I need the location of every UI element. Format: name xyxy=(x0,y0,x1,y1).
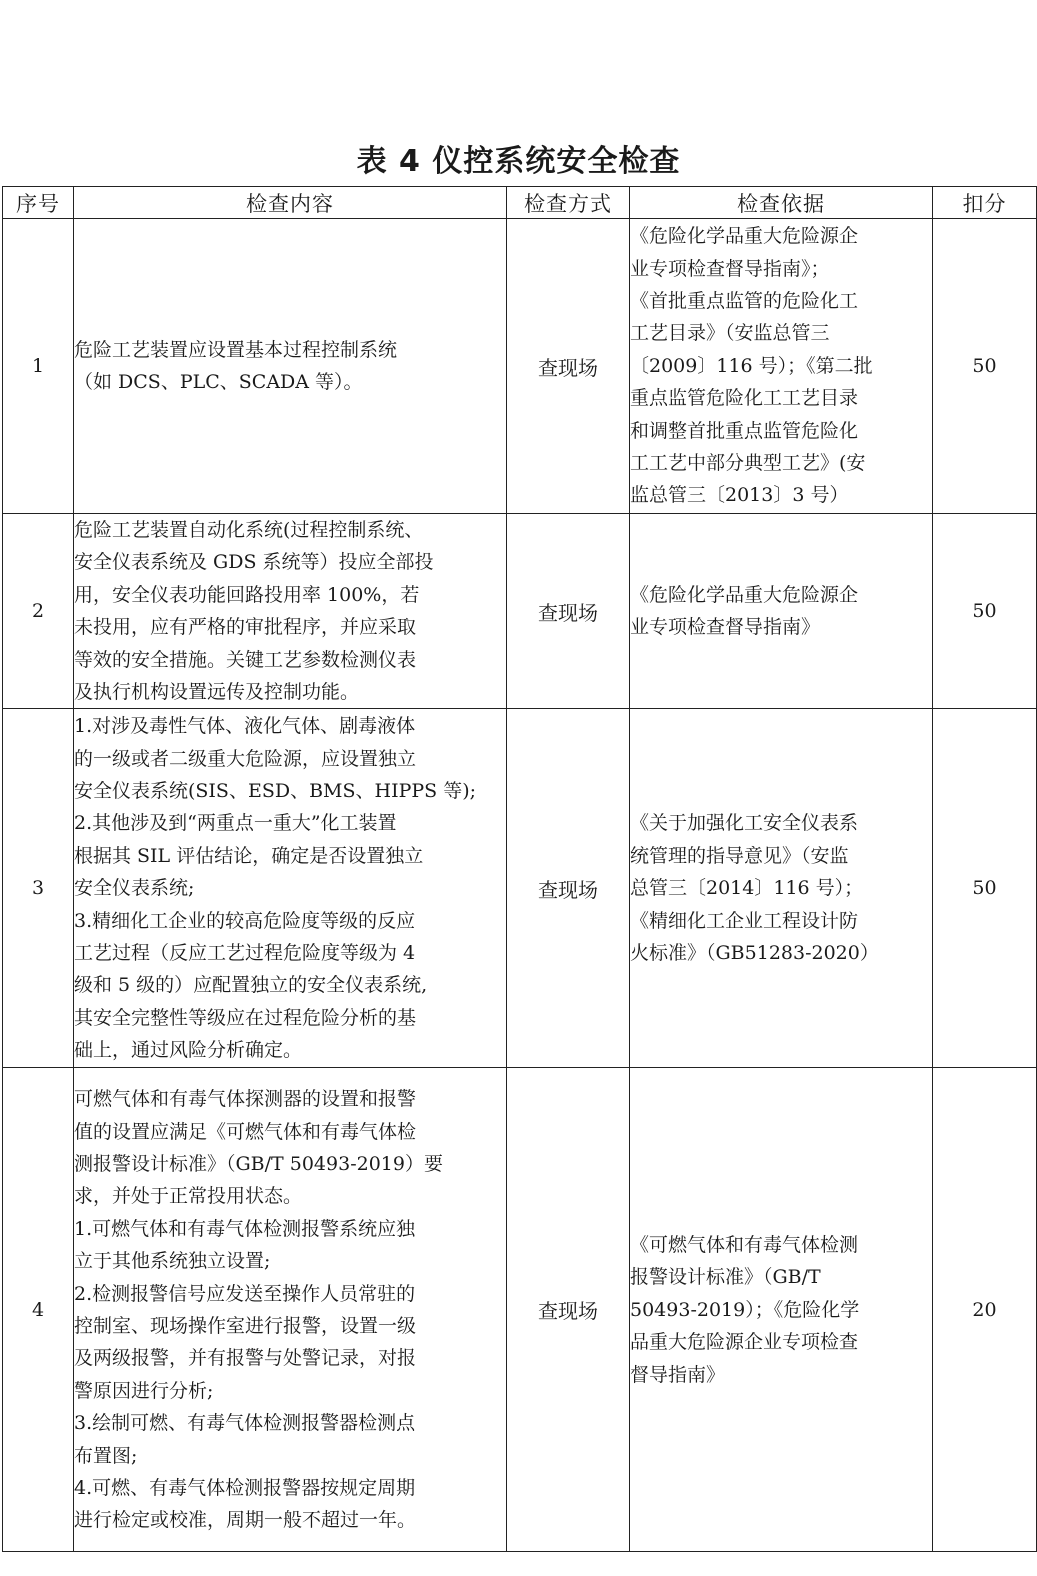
check-content-line: 其安全完整性等级应在过程危险分析的基 xyxy=(74,1006,417,1029)
check-content-line: 2.检测报警信号应发送至操作人员常驻的 xyxy=(74,1282,416,1305)
check-basis-line: 监总管三〔2013〕3 号） xyxy=(630,484,849,507)
check-content-line: 的一级或者二级重大危险源，应设置独立 xyxy=(74,747,417,770)
check-content-line: 进行检定或校准，周期一般不超过一年。 xyxy=(74,1509,417,1532)
check-content-line: 未投用，应有严格的审批程序，并应采取 xyxy=(74,616,417,639)
check-basis-line: 《首批重点监管的危险化工 xyxy=(630,289,859,312)
check-content-line: 警原因进行分析; xyxy=(74,1379,214,1402)
table-row xyxy=(3,219,1037,514)
check-basis-line: 火标准》（GB51283-2020） xyxy=(630,942,879,965)
check-content-line: 危险工艺装置应设置基本过程控制系统 xyxy=(74,338,398,361)
row-number: 3 xyxy=(3,709,74,1068)
check-basis xyxy=(630,1068,933,1552)
check-content-line: 2.其他涉及到“两重点一重大”化工装置 xyxy=(74,812,397,835)
check-content-line: 工艺过程（反应工艺过程危险度等级为 4 xyxy=(74,942,416,965)
check-content-line: 及两级报警，并有报警与处警记录，对报 xyxy=(74,1347,417,1370)
safety-check-table xyxy=(2,186,1037,1552)
table-row xyxy=(3,709,1037,1068)
check-content-line: 危险工艺装置自动化系统(过程控制系统、 xyxy=(74,519,424,541)
check-basis xyxy=(630,219,933,514)
check-basis xyxy=(630,514,933,709)
check-basis-line: 《危险化学品重大危险源企 xyxy=(630,583,859,606)
check-content-line: 安全仪表系统及 GDS 系统等）投应全部投 xyxy=(74,551,434,574)
check-basis-line: 业专项检查督导指南》 xyxy=(630,616,821,639)
check-basis-line: 重点监管危险化工工艺目录 xyxy=(630,387,859,410)
check-content-line: （如 DCS、PLC、SCADA 等）。 xyxy=(74,371,363,393)
check-content xyxy=(74,1068,507,1552)
check-content-line: 控制室、现场操作室进行报警，设置一级 xyxy=(74,1314,417,1337)
check-content xyxy=(74,514,507,709)
check-content-line: 安全仪表系统(SIS、ESD、BMS、HIPPS 等); xyxy=(74,780,477,803)
page-title: 表 4 仪控系统安全检查 xyxy=(356,144,681,179)
check-content-line: 3.绘制可燃、有毒气体检测报警器检测点 xyxy=(74,1412,416,1435)
check-basis-line: 统管理的指导意见》（安监 xyxy=(630,844,849,867)
check-content-line: 1.可燃气体和有毒气体检测报警系统应独 xyxy=(74,1217,416,1240)
check-content-line: 可燃气体和有毒气体探测器的设置和报警 xyxy=(74,1088,417,1111)
row-number: 1 xyxy=(3,219,74,514)
check-content-line: 级和 5 级的）应配置独立的安全仪表系统, xyxy=(74,974,428,997)
check-basis-line: 《危险化学品重大危险源企 xyxy=(630,225,859,248)
row-number: 2 xyxy=(3,514,74,709)
check-content-line: 立于其他系统独立设置; xyxy=(74,1250,271,1273)
check-content-line: 1.对涉及毒性气体、液化气体、剧毒液体 xyxy=(74,715,416,738)
check-basis-line: 报警设计标准》（GB/T xyxy=(630,1266,821,1289)
check-content-line: 值的设置应满足《可燃气体和有毒气体检 xyxy=(74,1120,417,1143)
header-score: 扣分 xyxy=(933,187,1037,219)
check-content-line: 布置图; xyxy=(74,1444,138,1467)
check-method: 查现场 xyxy=(507,219,630,514)
header-num: 序号 xyxy=(3,187,74,219)
table-row xyxy=(3,1068,1037,1552)
check-content-line: 安全仪表系统; xyxy=(74,877,195,900)
check-basis-line: 工工艺中部分典型工艺》(安 xyxy=(630,452,866,475)
check-basis-line: 《可燃气体和有毒气体检测 xyxy=(630,1233,859,1256)
check-basis-line: 《精细化工企业工程设计防 xyxy=(630,909,859,932)
check-basis xyxy=(630,709,933,1068)
header-content: 检查内容 xyxy=(74,187,507,219)
check-basis-line: 业专项检查督导指南》； xyxy=(630,257,830,280)
check-content-line: 4.可燃、有毒气体检测报警器按规定周期 xyxy=(74,1476,416,1499)
check-content xyxy=(74,709,507,1068)
check-content-line: 3.精细化工企业的较高危险度等级的反应 xyxy=(74,909,416,932)
check-method: 查现场 xyxy=(507,514,630,709)
check-content-line: 根据其 SIL 评估结论，确定是否设置独立 xyxy=(74,844,424,867)
deduction-score: 50 xyxy=(933,514,1037,709)
check-basis-line: 《关于加强化工安全仪表系 xyxy=(630,812,859,835)
check-method: 查现场 xyxy=(507,1068,630,1552)
check-content-line: 求，并处于正常投用状态。 xyxy=(74,1185,303,1208)
row-number: 4 xyxy=(3,1068,74,1552)
check-content-line: 测报警设计标准》（GB/T 50493-2019）要 xyxy=(74,1152,443,1175)
header-method: 检查方式 xyxy=(507,187,630,219)
check-content xyxy=(74,219,507,514)
check-content-line: 用，安全仪表功能回路投用率 100%，若 xyxy=(74,583,420,606)
check-basis-line: 和调整首批重点监管危险化 xyxy=(630,419,859,442)
header-row xyxy=(3,187,1037,219)
check-basis-line: 〔2009〕116 号）；《第二批 xyxy=(630,354,873,377)
check-content-line: 础上，通过风险分析确定。 xyxy=(74,1039,303,1062)
header-basis: 检查依据 xyxy=(630,187,933,219)
check-basis-line: 品重大危险源企业专项检查 xyxy=(630,1331,859,1354)
check-content-line: 等效的安全措施。关键工艺参数检测仪表 xyxy=(74,648,417,671)
check-basis-line: 总管三〔2014〕116 号）； xyxy=(630,877,864,900)
deduction-score: 50 xyxy=(933,709,1037,1068)
check-basis-line: 50493-2019）；《危险化学 xyxy=(630,1298,860,1321)
check-method: 查现场 xyxy=(507,709,630,1068)
check-basis-line: 工艺目录》（安监总管三 xyxy=(630,322,830,345)
table-row xyxy=(3,514,1037,709)
deduction-score: 50 xyxy=(933,219,1037,514)
check-content-line: 及执行机构设置远传及控制功能。 xyxy=(74,681,360,704)
deduction-score: 20 xyxy=(933,1068,1037,1552)
check-basis-line: 督导指南》 xyxy=(630,1363,726,1386)
